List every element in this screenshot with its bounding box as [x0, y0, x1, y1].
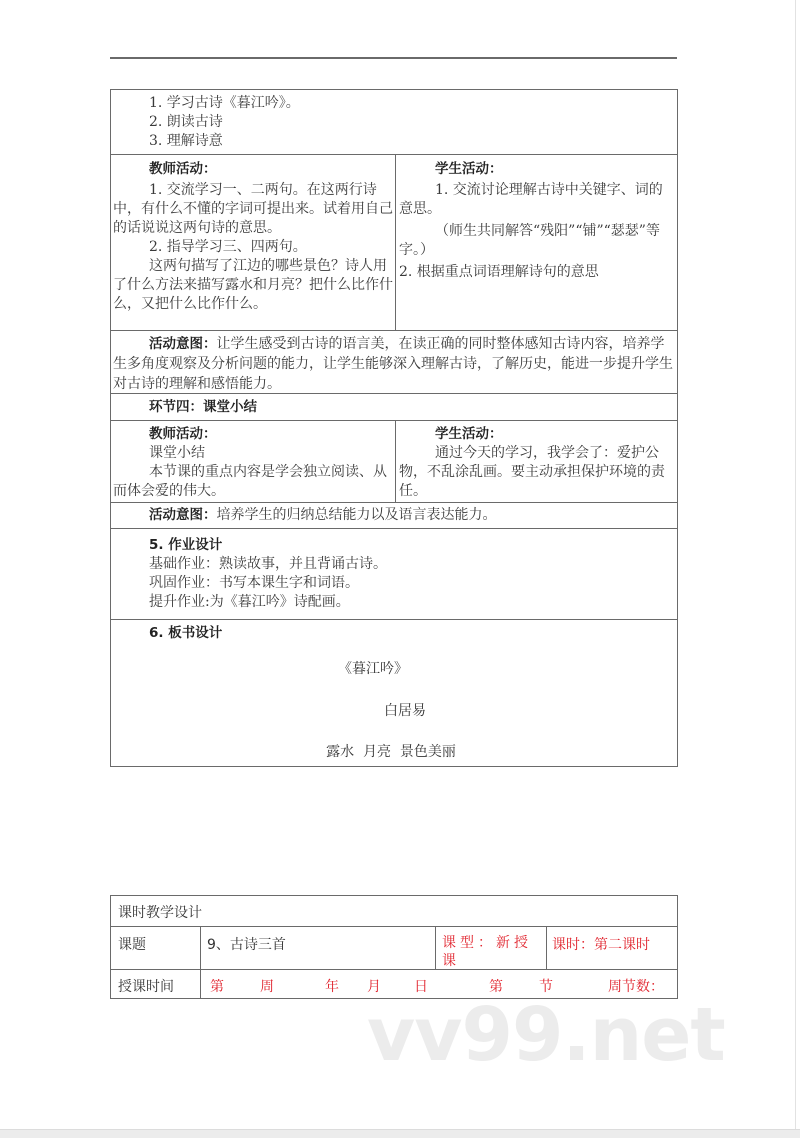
- intent-label: 活动意图：: [149, 336, 217, 352]
- stage4-title: 环节四：课堂小结: [149, 399, 257, 415]
- board-keywords: 露水 月亮 景色美丽: [326, 744, 456, 760]
- teacher-activity-line: 2. 指导学习三、四两句。: [149, 239, 307, 255]
- student-activity-heading: 学生活动：: [435, 161, 503, 177]
- student-summary-cell: [399, 421, 673, 502]
- column-divider: [435, 927, 436, 969]
- next-lesson-header-row: [111, 896, 677, 926]
- student-activity-cell: [399, 155, 673, 330]
- time-field-week: 周: [260, 979, 274, 995]
- stage3-intent-row: [111, 330, 677, 393]
- board-design-title: 6. 板书设计: [149, 625, 223, 641]
- homework-item: 提升作业:为《暮江吟》诗配画。: [149, 594, 350, 610]
- column-divider: [200, 927, 201, 969]
- teaching-time-label: 授课时间: [118, 979, 174, 995]
- intent-label: 活动意图：: [149, 507, 217, 523]
- time-field-period-prefix: 第: [489, 979, 503, 995]
- time-field-weekly-count: 周节数：: [608, 979, 664, 995]
- lesson-period: 课时：第二课时: [552, 937, 650, 953]
- intent-text: 培养学生的归纳总结能力以及语言表达能力。: [216, 507, 497, 523]
- intent-text: 让学生感受到古诗的语言美，在读正确的同时整体感知古诗内容，培养学生多角度观察及分析问题的能力，让学生能够深入理解古诗，了解历史，能进一步提升学生对古诗的理解和感悟能力。: [113, 336, 673, 392]
- objective-item: 3. 理解诗意: [149, 133, 223, 149]
- time-field-year: 年: [325, 979, 339, 995]
- header-rule: [110, 57, 677, 59]
- board-poem-title: 《暮江吟》: [338, 661, 408, 677]
- homework-item: 巩固作业：书写本课生字和词语。: [149, 575, 359, 591]
- topic-value: 9、古诗三首: [207, 937, 286, 953]
- lesson-plan-table: [110, 89, 678, 767]
- homework-item: 基础作业：熟读故事，并且背诵古诗。: [149, 556, 387, 572]
- watermark: vv99.net: [367, 992, 725, 1078]
- student-activity-line: 1. 交流讨论理解古诗中关键字、词的意思。: [399, 182, 663, 217]
- board-author: 白居易: [384, 703, 426, 719]
- board-design-row: [111, 619, 677, 767]
- student-activity-line: （师生共同解答“残阳”“铺”“瑟瑟”等字。）: [399, 223, 660, 258]
- time-field-day: 日: [414, 979, 428, 995]
- time-field-period: 节: [539, 979, 553, 995]
- next-lesson-header: 课时教学设计: [118, 905, 202, 921]
- page-edge: [795, 0, 796, 1130]
- homework-title: 5. 作业设计: [149, 537, 223, 553]
- student-activity-line: 通过今天的学习，我学会了：爱护公物，不乱涂乱画。要主动承担保护环境的责任。: [399, 445, 665, 499]
- next-lesson-table: [110, 895, 678, 999]
- column-divider: [546, 927, 547, 969]
- teacher-activity-heading: 教师活动：: [149, 161, 217, 177]
- homework-row: [111, 528, 677, 619]
- student-activity-heading: 学生活动：: [435, 426, 503, 442]
- time-field-week-prefix: 第: [210, 979, 224, 995]
- column-divider: [395, 421, 396, 502]
- stage4-activities-row: [111, 420, 677, 502]
- student-activity-line: 2. 根据重点词语理解诗句的意思: [399, 264, 599, 280]
- objectives-row: [111, 90, 677, 154]
- stage3-activities-row: [111, 154, 677, 330]
- teacher-summary-cell: [113, 421, 393, 502]
- teacher-activity-line: 1. 交流学习一、二两句。在这两行诗中，有什么不懂的字词可提出来。试着用自己的话说说这两句诗的意思。: [113, 182, 393, 236]
- teacher-activity-heading: 教师活动：: [149, 426, 217, 442]
- objective-item: 2. 朗读古诗: [149, 114, 223, 130]
- stage4-title-row: [111, 393, 677, 420]
- lesson-type: 课型：新授课: [442, 935, 532, 969]
- teacher-activity-line: 本节课的重点内容是学会独立阅读、从而体会爱的伟大。: [113, 464, 387, 499]
- time-field-month: 月: [367, 979, 381, 995]
- teacher-activity-line: 课堂小结: [149, 445, 205, 461]
- topic-label: 课题: [118, 937, 146, 953]
- objective-item: 1. 学习古诗《暮江吟》。: [149, 95, 300, 111]
- teacher-activity-cell: [113, 155, 393, 330]
- topic-row: [111, 926, 677, 969]
- stage4-intent-row: [111, 502, 677, 528]
- column-divider: [395, 155, 396, 330]
- teacher-activity-line: 这两句描写了江边的哪些景色？诗人用了什么方法来描写露水和月亮？把什么比作什么，又把什么比作什么。: [113, 258, 393, 312]
